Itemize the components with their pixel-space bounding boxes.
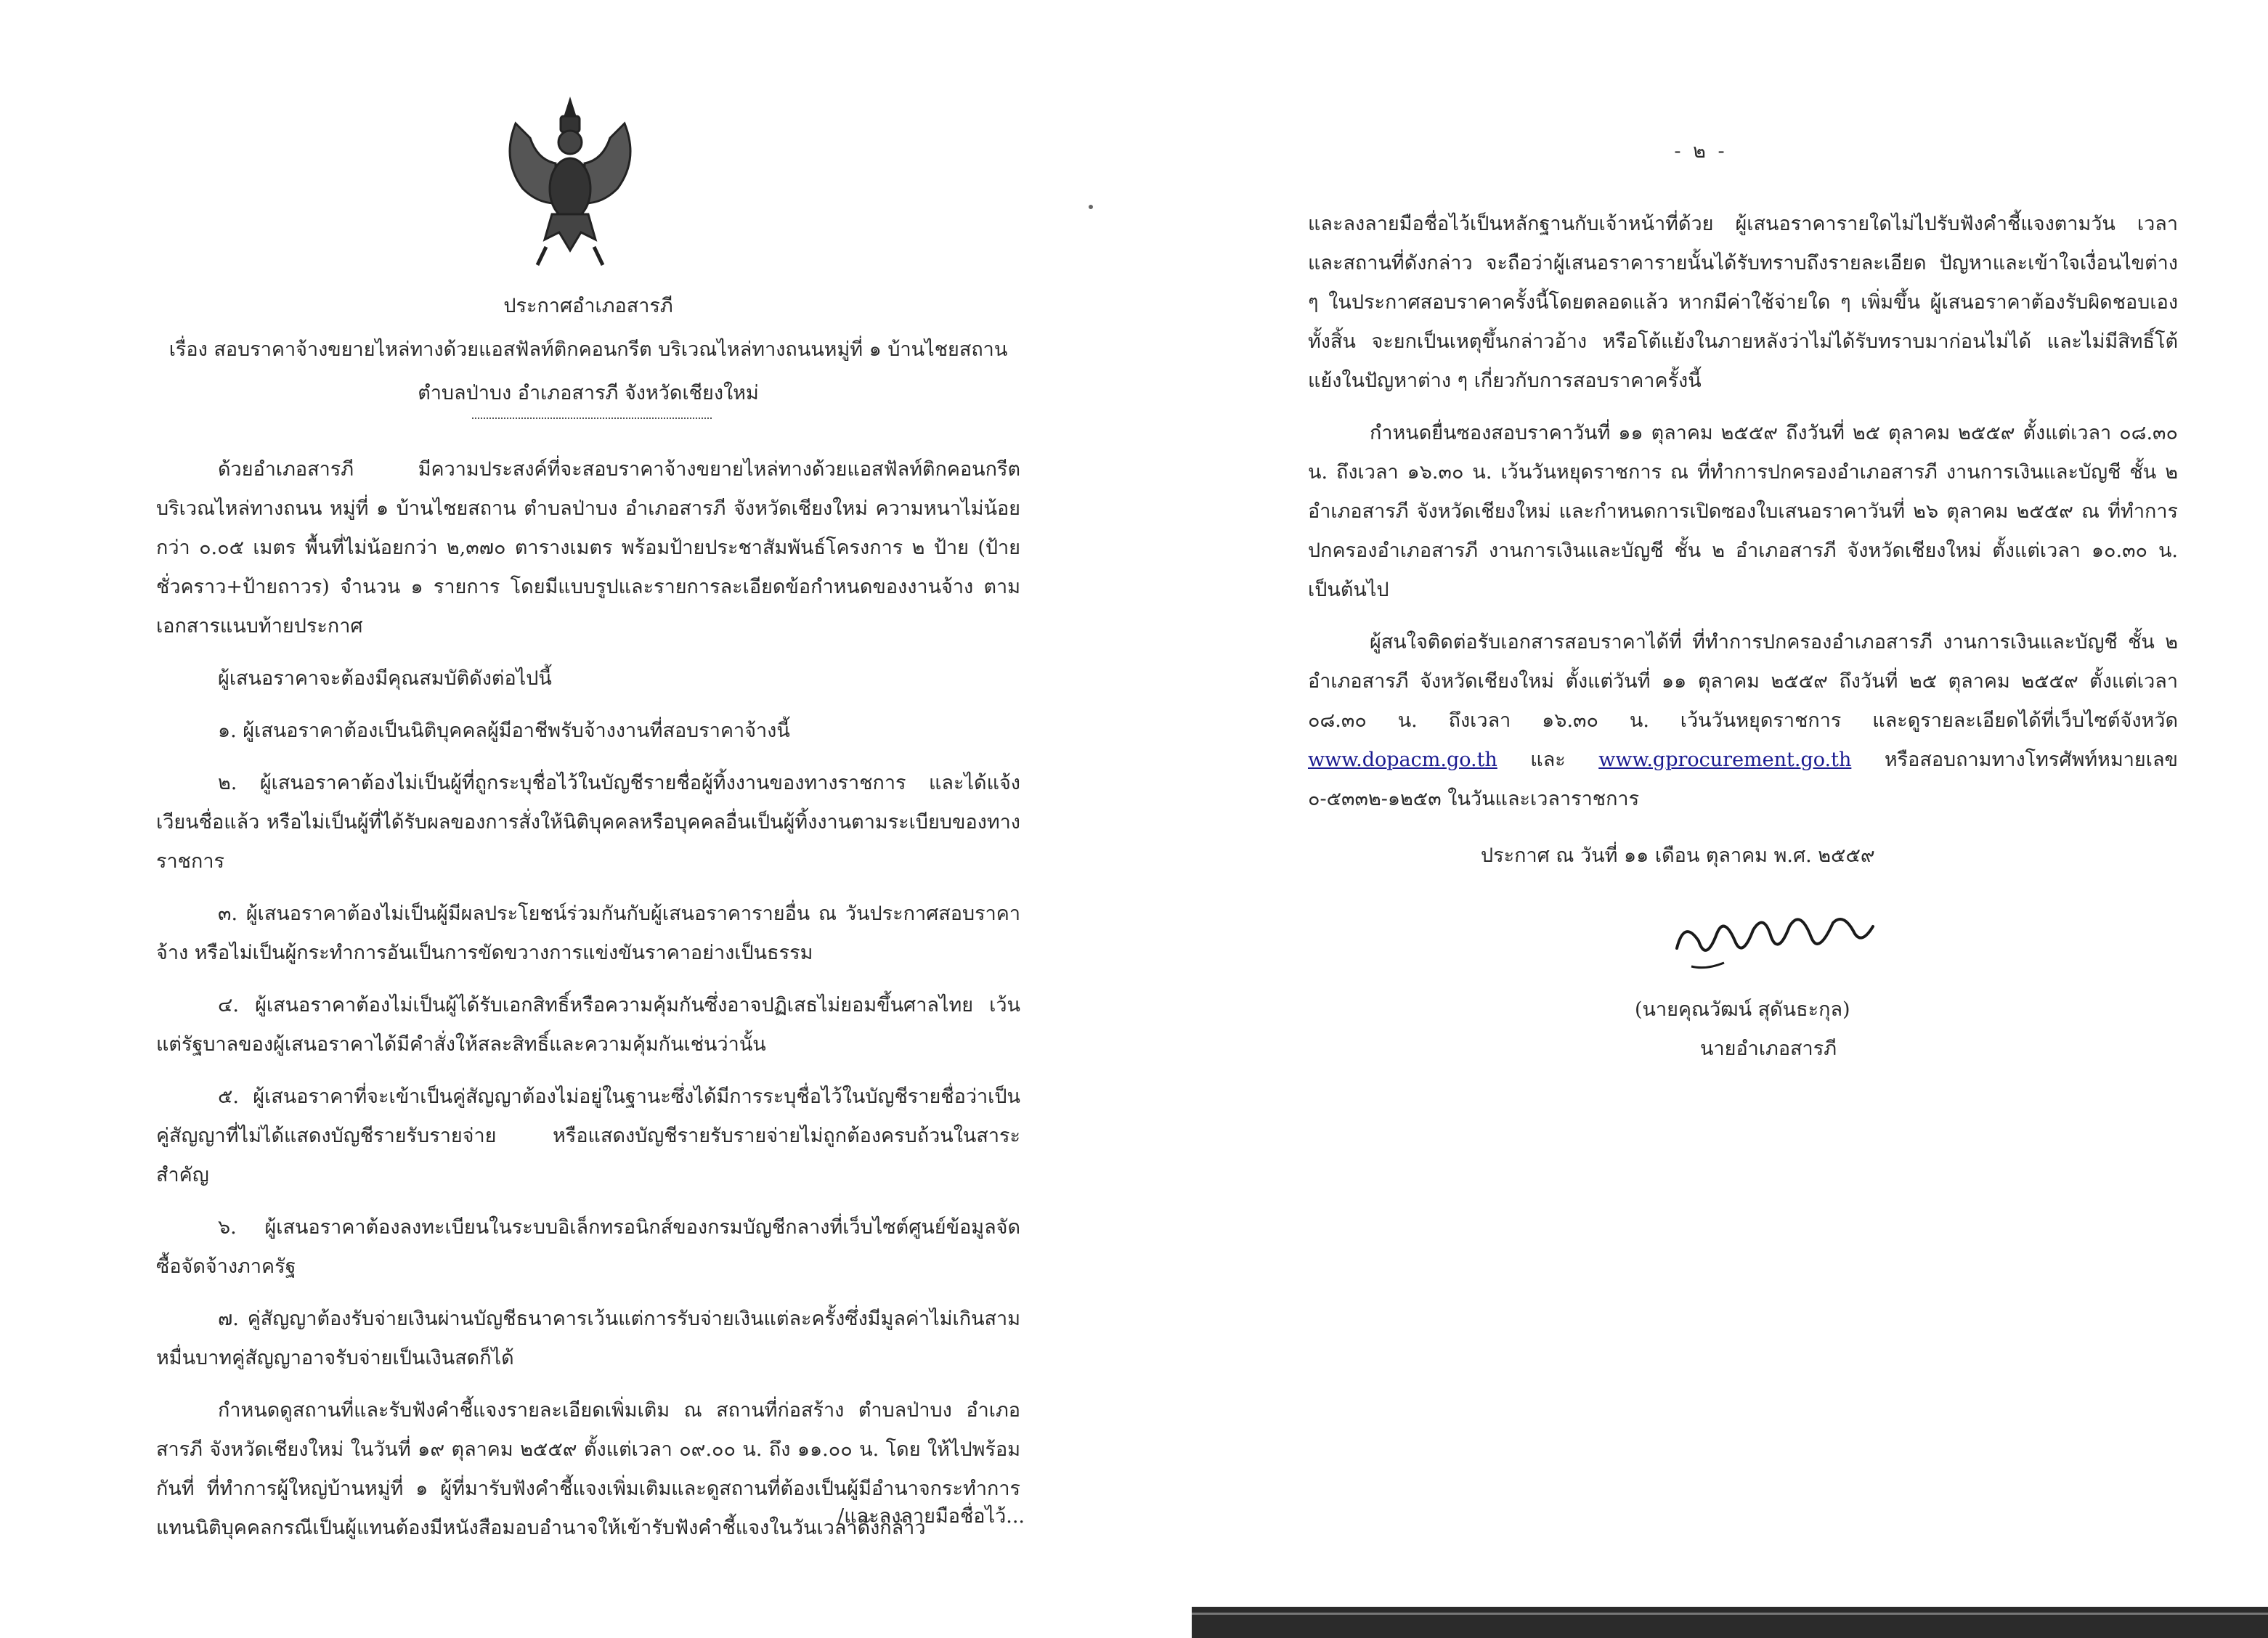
continue-note: /และลงลายมือชื่อไว้... (837, 1505, 1025, 1528)
subject-line-1: เรื่อง สอบราคาจ้างขยายไหล่ทางด้วยแอสฟัลท์ติกคอนกรีต บริเวณไหล่ทางถนนหมู่ที่ ๑ บ้านไชยสถาน (168, 338, 1008, 361)
continuation-paragraph: และลงลายมือชื่อไว้เป็นหลักฐานกับเจ้าหน้าที่ด้วย ผู้เสนอราคารายใดไม่ไปรับฟังคำชี้แจงตามวัน เวลา และสถานที่ดังกล่าว จะถือว่าผู้เสนอราคารายนั้นได้รับทราบถึงรายละเอียด ปัญหาและเข้าใจเงื่อนไขต่าง ๆ ในประกาศสอบราคาครั้งนี้โดยตลอดแล้ว หากมีค่าใช้จ่ายใด ๆ เพิ่มขึ้น ผู้เสนอราคาต้องรับผิดชอบเองทั้งสิ้น จะยกเป็นเหตุขึ้นกล่าวอ้าง หรือโต้แย้งในภายหลังว่าไม่ได้รับทราบมาก่อนไม่ได้ และไม่มีสิทธิ์โต้แย้งในปัญหาต่าง ๆ เกี่ยวกับการสอบราคาครั้งนี้ (1308, 213, 2178, 392)
contact-text: ผู้สนใจติดต่อรับเอกสารสอบราคาได้ที่ ที่ทำการปกครองอำเภอสารภี งานการเงินและบัญชี ชั้น ๒ อำเภอสารภี จังหวัดเชียงใหม่ ตั้งแต่วันที่ ๑๑ ตุลาคม ๒๕๕๙ ถึงวันที่ ๒๕ ตุลาคม ๒๕๕๙ ตั้งแต่เวลา ๐๘.๓๐ น. ถึงเวลา ๑๖.๓๐ น. เว้นวันหยุดราชการ และดูรายละเอียดได้ที่เว็บไซต์จังหวัด (1308, 631, 2178, 732)
subject-line-2: ตำบลป่าบง อำเภอสารภี จังหวัดเชียงใหม่ (418, 382, 759, 404)
page-number: - ๒ - (1674, 140, 1728, 163)
page2-body (1308, 205, 2178, 819)
qualification-item: ๕. ผู้เสนอราคาที่จะเข้าเป็นคู่สัญญาต้องไม่อยู่ในฐานะซึ่งได้มีการระบุชื่อไว้ในบัญชีรายชื่อว่าเป็นคู่สัญญาที่ไม่ได้แสดงบัญชีรายรับรายจ่าย หรือแสดงบัญชีรายรับรายจ่ายไม่ถูกต้องครบถ้วนในสาระสำคัญ (156, 1085, 1020, 1186)
qualification-item: ๗. คู่สัญญาต้องรับจ่ายเงินผ่านบัญชีธนาคารเว้นแต่การรับจ่ายเงินแต่ละครั้งซึ่งมีมูลค่าไม่เกินสามหมื่นบาทคู่สัญญาอาจรับจ่ายเป็นเงินสดก็ได้ (156, 1308, 1020, 1369)
qualification-item: ๖. ผู้เสนอราคาต้องลงทะเบียนในระบบอิเล็กทรอนิกส์ของกรมบัญชีกลางที่เว็บไซต์ศูนย์ข้อมูลจัดซื้อจัดจ้างภาครัฐ (156, 1216, 1020, 1278)
scan-edge-bar (1192, 1607, 2268, 1638)
qualification-item: ๑. ผู้เสนอราคาต้องเป็นนิติบุคคลผู้มีอาชีพรับจ้างงานที่สอบราคาจ้างนี้ (218, 720, 790, 742)
dopacm-link[interactable]: www.dopacm.go.th (1308, 749, 1497, 771)
announcement-date: ประกาศ ณ วันที่ ๑๑ เดือน ตุลาคม พ.ศ. ๒๕๕๙ (1481, 844, 1875, 867)
signer-name: (นายคุณวัฒน์ สุดันธะกุล) (1635, 998, 1850, 1021)
contact-paragraph (1308, 623, 2178, 819)
intro-paragraph: ด้วยอำเภอสารภี มีความประสงค์ที่จะสอบราคาจ้างขยายไหล่ทางด้วยแอสฟัลท์ติกคอนกรีต บริเวณไหล่ทางถนน หมู่ที่ ๑ บ้านไชยสถาน ตำบลป่าบง อำเภอสารภี จังหวัดเชียงใหม่ ความหนาไม่น้อยกว่า ๐.๐๕ เมตร พื้นที่ไม่น้อยกว่า ๒,๓๗๐ ตารางเมตร พร้อมป้ายประชาสัมพันธ์โครงการ ๒ ป้าย (ป้ายชั่วคราว+ป้ายถาวร) จำนวน ๑ รายการ โดยมีแบบรูปและรายการละเอียดข้อกำหนดของงานจ้าง ตามเอกสารแนบท้ายประกาศ (156, 458, 1020, 637)
qualification-item: ๔. ผู้เสนอราคาต้องไม่เป็นผู้ได้รับเอกสิทธิ์หรือความคุ้มกันซึ่งอาจปฏิเสธไม่ยอมขึ้นศาลไทย เว้นแต่รัฐบาลของผู้เสนอราคาได้มีคำสั่งให้สละสิทธิ์และความคุ้มกันเช่นว่านั้น (156, 994, 1020, 1056)
title-divider (472, 417, 712, 419)
announcement-title: ประกาศอำเภอสารภี (503, 295, 673, 317)
qualifications-heading: ผู้เสนอราคาจะต้องมีคุณสมบัติดังต่อไปนี้ (218, 667, 552, 690)
and-text: และ (1530, 749, 1566, 771)
signature-image (1662, 897, 1880, 985)
page1-body (156, 450, 1020, 1548)
site-visit-paragraph: กำหนดดูสถานที่และรับฟังคำชี้แจงรายละเอียดเพิ่มเติม ณ สถานที่ก่อสร้าง ตำบลป่าบง อำเภอสารภี จังหวัดเชียงใหม่ ในวันที่ ๑๙ ตุลาคม ๒๕๕๙ ตั้งแต่เวลา ๐๙.๐๐ น. ถึง ๑๑.๐๐ น. โดย ให้ไปพร้อมกันที่ ที่ทำการผู้ใหญ่บ้านหมู่ที่ ๑ ผู้ที่มารับฟังคำชี้แจงเพิ่มเติมและดูสถานที่ต้องเป็นผู้มีอำนาจกระทำการแทนนิติบุคคลกรณีเป็นผู้แทนต้องมีหนังสือมอบอำนาจให้เข้ารับฟังคำชี้แจงในวันเวลาดังกล่าว (156, 1399, 1020, 1539)
scan-speck (1089, 205, 1093, 209)
contact-phone-text: หรือสอบถามทางโทรศัพท์หมายเลข ๐-๕๓๓๒-๑๒๕๓ ในวันและเวลาราชการ (1308, 749, 2178, 810)
qualification-item: ๒. ผู้เสนอราคาต้องไม่เป็นผู้ที่ถูกระบุชื่อไว้ในบัญชีรายชื่อผู้ทิ้งงานของทางราชการ และได้แจ้งเวียนชื่อแล้ว หรือไม่เป็นผู้ที่ได้รับผลของการสั่งให้นิติบุคคลหรือบุคคลอื่นเป็นผู้ทิ้งงานตามระเบียบของทางราชการ (156, 772, 1020, 873)
qualification-item: ๓. ผู้เสนอราคาต้องไม่เป็นผู้มีผลประโยชน์ร่วมกันกับผู้เสนอราคารายอื่น ณ วันประกาศสอบราคาจ้าง หรือไม่เป็นผู้กระทำการอันเป็นการขัดขวางการแข่งขันราคาอย่างเป็นธรรม (156, 902, 1020, 964)
garuda-emblem (494, 94, 646, 269)
bid-submission-paragraph: กำหนดยื่นซองสอบราคาวันที่ ๑๑ ตุลาคม ๒๕๕๙ ถึงวันที่ ๒๕ ตุลาคม ๒๕๕๙ ตั้งแต่เวลา ๐๘.๓๐ น. ถึงเวลา ๑๖.๓๐ น. เว้นวันหยุดราชการ ณ ที่ทำการปกครองอำเภอสารภี งานการเงินและบัญชี ชั้น ๒ อำเภอสารภี จังหวัดเชียงใหม่ และกำหนดการเปิดซองใบเสนอราคาวันที่ ๒๖ ตุลาคม ๒๕๕๙ ณ ที่ทำการปกครองอำเภอสารภี งานการเงินและบัญชี ชั้น ๒ อำเภอสารภี จังหวัดเชียงใหม่ ตั้งแต่เวลา ๑๐.๓๐ น. เป็นต้นไป (1308, 422, 2178, 601)
gprocurement-link[interactable]: www.gprocurement.go.th (1598, 749, 1852, 771)
page-2 (1134, 0, 2268, 1638)
signer-position: นายอำเภอสารภี (1700, 1038, 1837, 1060)
